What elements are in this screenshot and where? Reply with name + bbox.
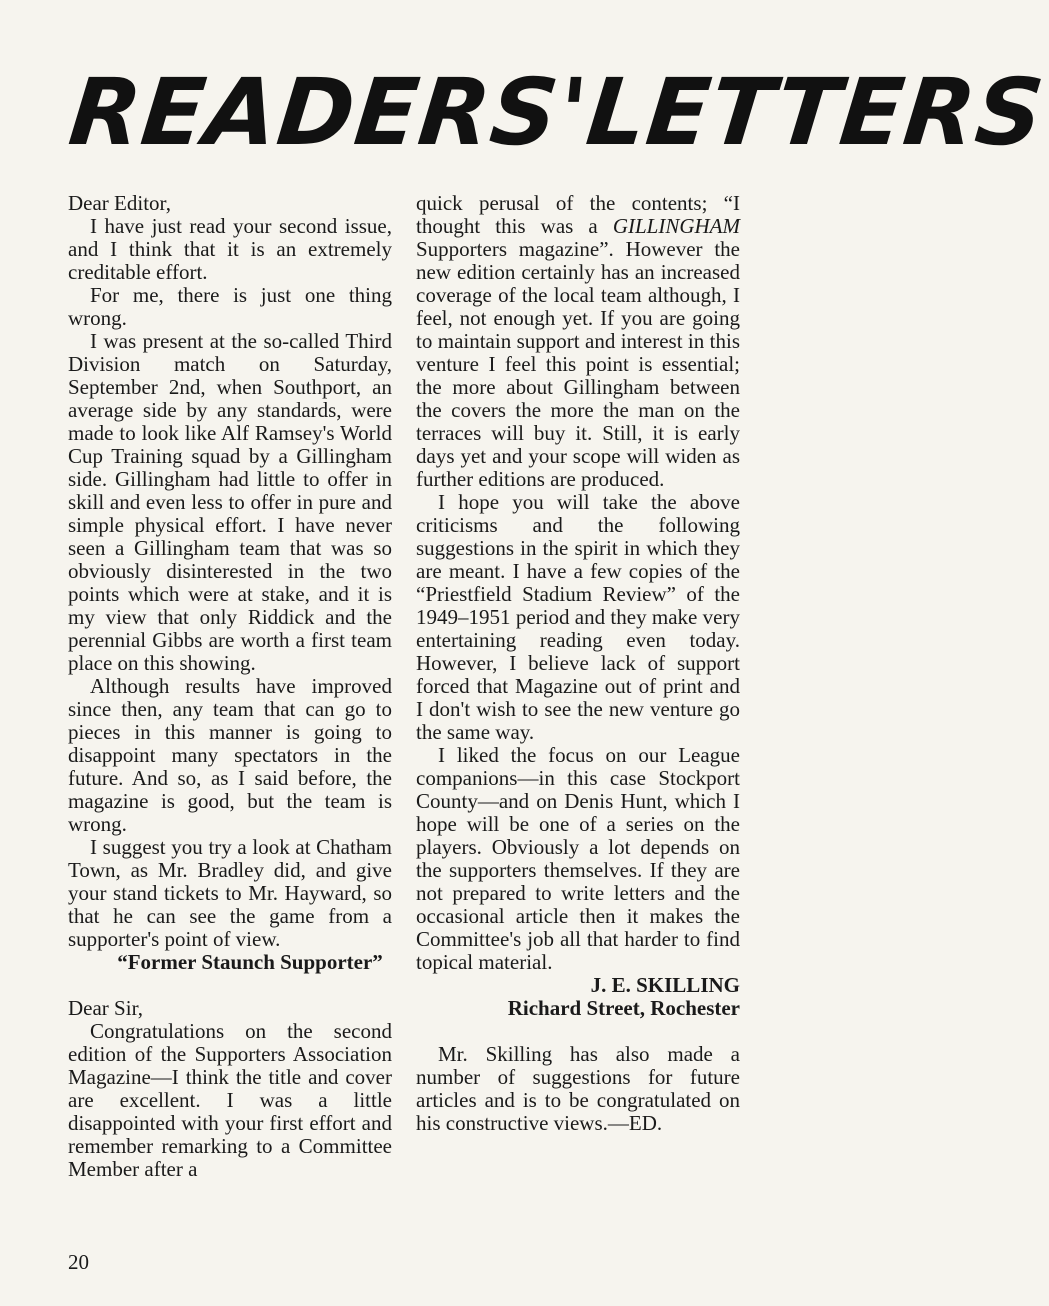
letter2-text: quick perusal of the contents; “I thought this was a — [416, 191, 740, 238]
letter1-paragraph: Although results have improved since then, any team that can go to pieces in this manner is going to disappoint many spectators in the future. And so, as I said before, the magazine is good, but the team is wrong. — [68, 674, 392, 836]
page-number: 20 — [68, 1250, 89, 1274]
letter1-paragraph: I was present at the so-called Third Division match on Saturday, September 2nd, when Southport, an average side by any standards, were made to look like Alf Ramsey's World Cup Training squad by a Gillingham side. Gillingham had little to offer in skill and even less to offer in pure and simple physical effort. I have never seen a Gillingham team that was so obviously disinterested in the two points which were at stake, and it is my view that only Riddick and the perennial Gibbs are worth a first team place on this showing. — [68, 329, 392, 675]
letter2-paragraph: I liked the focus on our League companions—in this case Stockport County—and on Denis Hunt, which I hope will be one of a series on the players. Obviously a lot depends on the supporters themselves. If they are not prepared to write letters and the occasional article then it makes the Committee's job all that harder to find topical material. — [416, 743, 740, 974]
letter1-salutation: Dear Editor, — [68, 191, 171, 215]
letter1-paragraph: I have just read your second issue, and I think that it is an extremely creditable effort. — [68, 214, 392, 284]
letter2-paragraph: I hope you will take the above criticisms and the following suggestions in the spirit in which they are meant. I have a few copies of the “Priestfield Stadium Review” of the 1949–1951 period and they make very entertaining reading even today. However, I believe lack of support forced that Magazine out of print and I don't wish to see the new venture go the same way. — [416, 490, 740, 744]
page-title — [64, 58, 1049, 168]
letter1-paragraph: For me, there is just one thing wrong. — [68, 283, 392, 330]
letter2-paragraph: Congratulations on the second edition of the Supporters Association Magazine—I think the title and cover are excellent. I was a little disappointed with your first effort and remember remarking to a Committee Member after a — [68, 1019, 392, 1181]
letter2-salutation: Dear Sir, — [68, 996, 143, 1020]
left-column — [68, 192, 392, 1181]
letter2-text: Supporters magazine”. However the new edition certainly has an increased coverage of the local team although, I feel, not enough yet. If you are going to maintain support and interest in this venture I feel this point is essential; the more about Gillingham between the covers the more the man on the terraces will buy it. Still, it is early days yet and your scope will widen as further editions are produced. — [416, 237, 740, 491]
letter1-signature: “Former Staunch Supporter” — [117, 950, 383, 974]
letter2-signature-name: J. E. SKILLING — [590, 973, 740, 997]
letter2-signature-address: Richard Street, Rochester — [507, 996, 740, 1020]
letter1-paragraph: I suggest you try a look at Chatham Town, as Mr. Bradley did, and give your stand tickets to Mr. Hayward, so that he can see the game from a supporter's point of view. — [68, 835, 392, 951]
title-word-readers: READERS' — [64, 59, 594, 166]
title-word-letters: LETTERS — [581, 59, 1049, 166]
right-column — [416, 192, 740, 1135]
letter2-italic-text: GILLINGHAM — [612, 214, 740, 238]
letter2-paragraph-continued — [416, 192, 740, 491]
editor-note: Mr. Skilling has also made a number of suggestions for future articles and is to be congratulated on his constructive views.—ED. — [416, 1042, 740, 1135]
